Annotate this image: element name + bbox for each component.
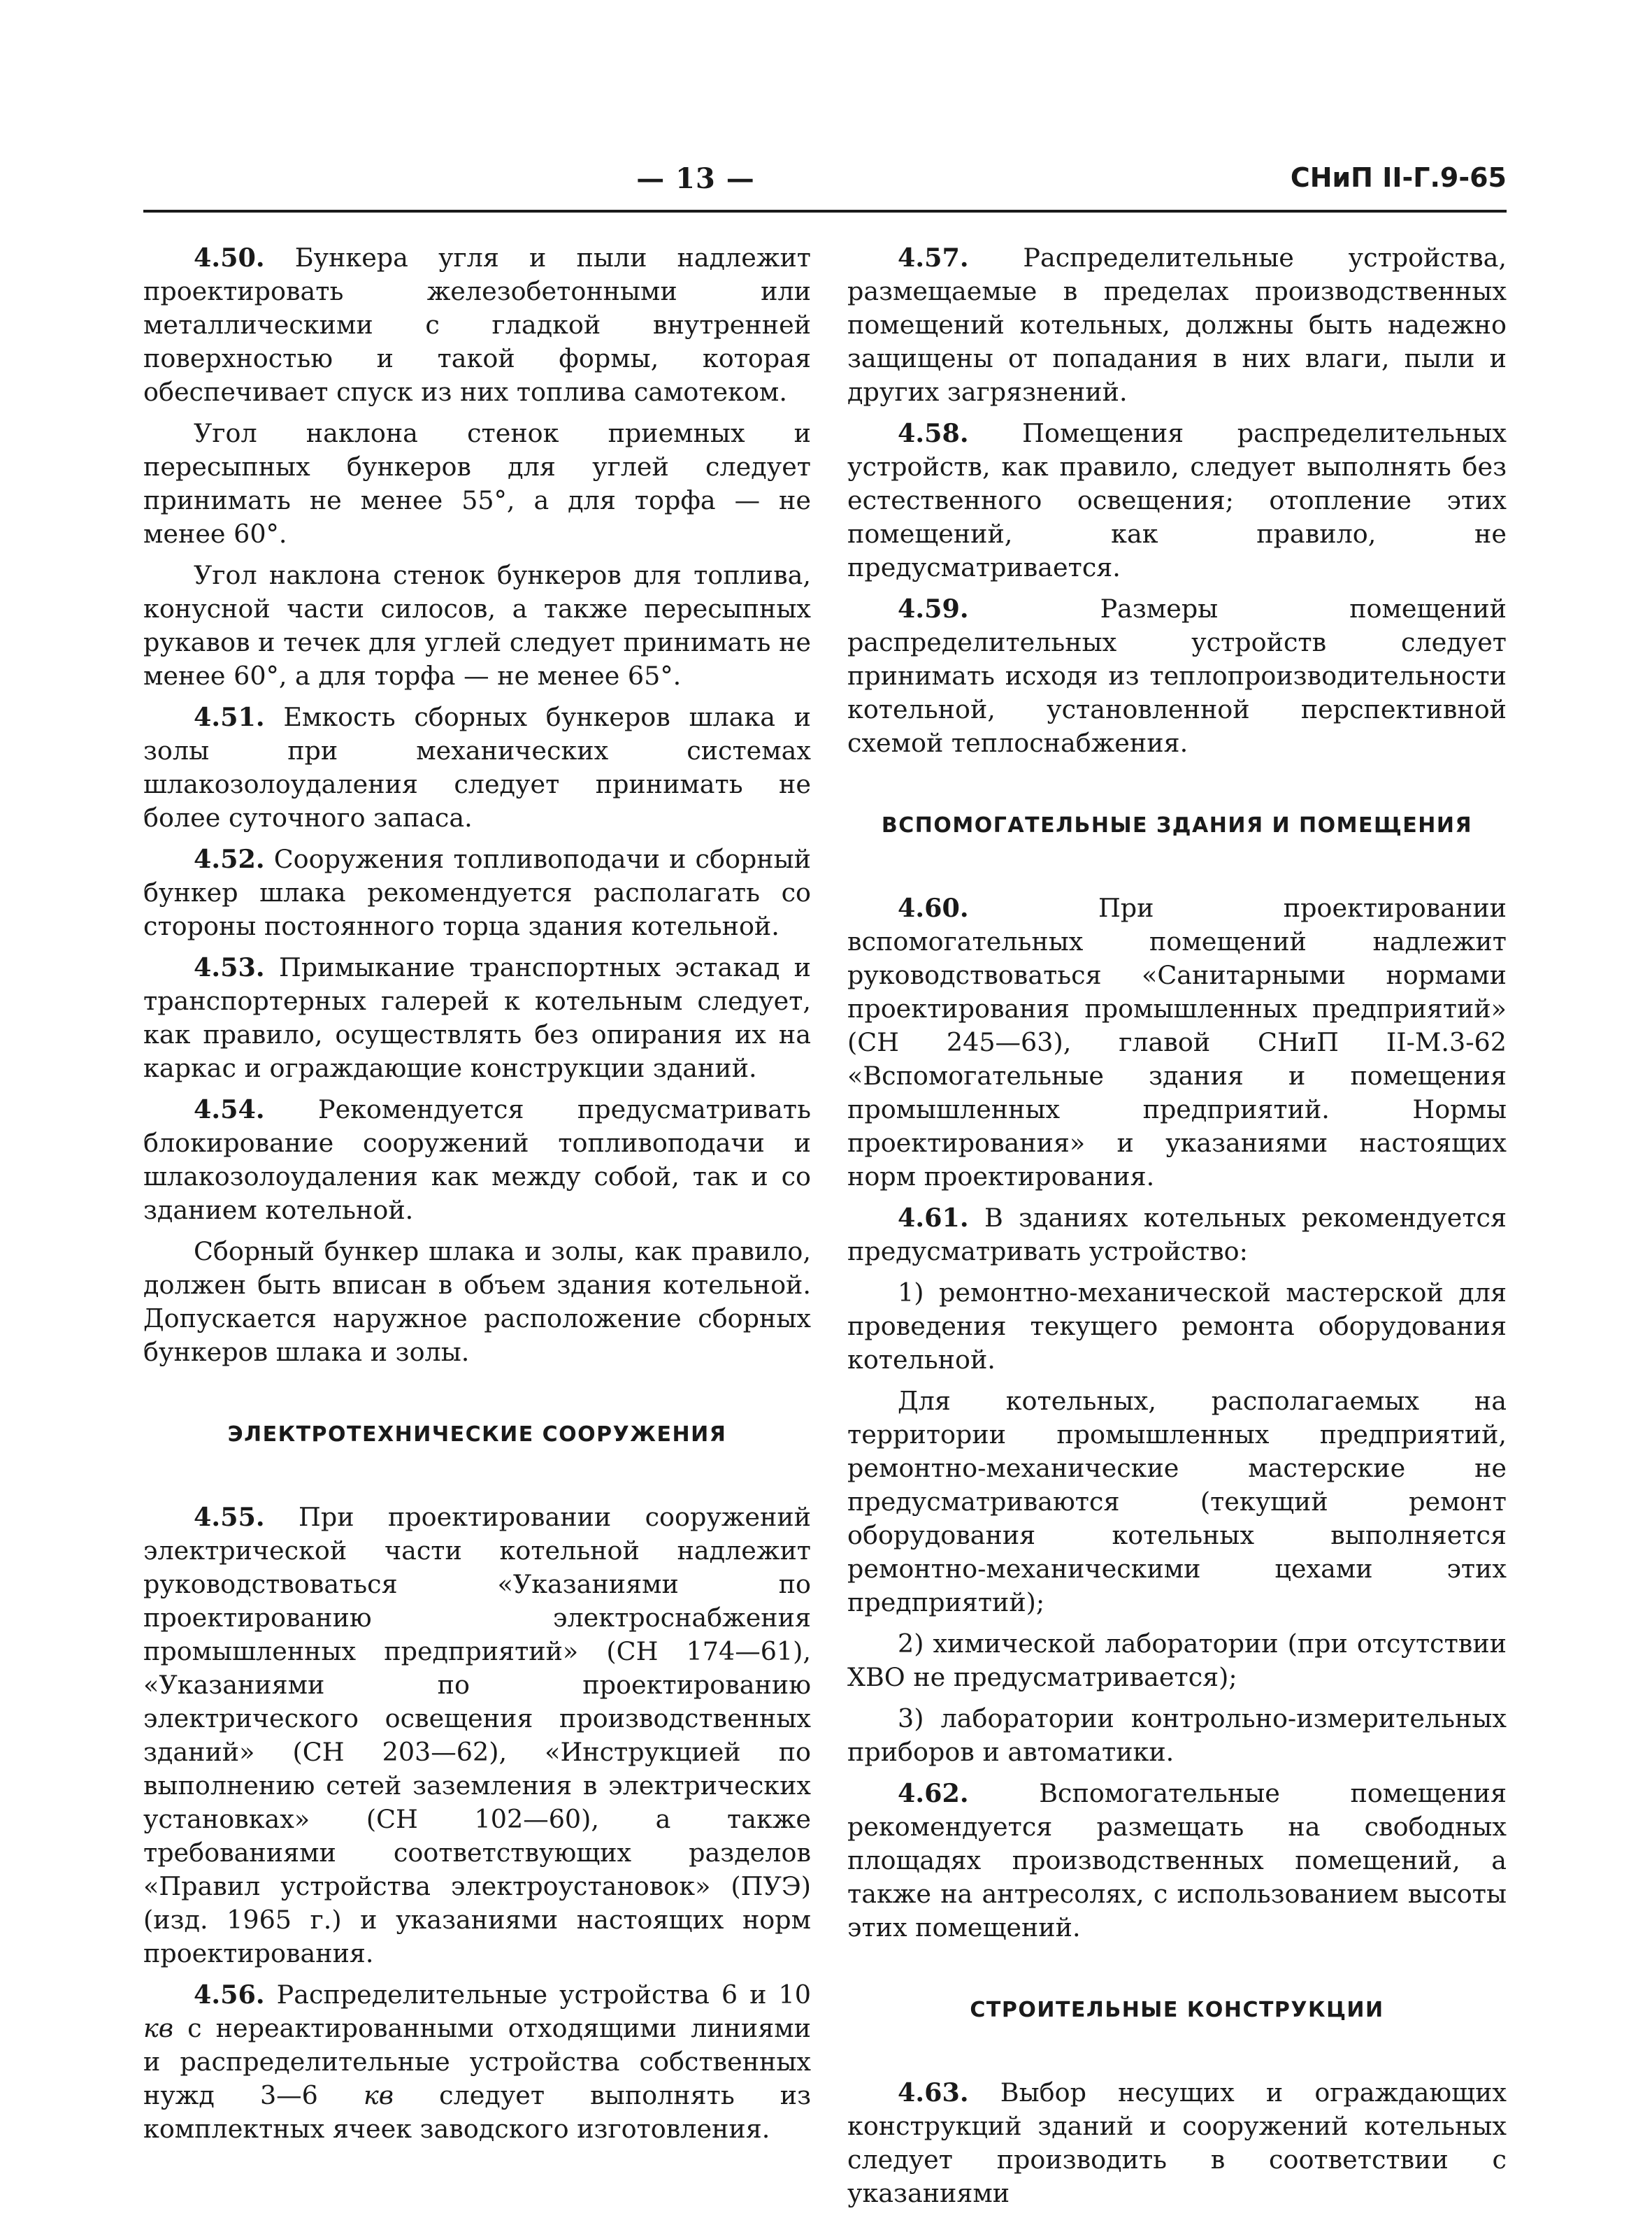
clause-4-52 bbox=[143, 843, 811, 943]
clause-text: При проектировании сооружений электрической части котельной надлежит руководствоваться «Указаниями по проектированию электроснабжения промышленных предприятий» (СН 174—61), «Указаниями по проектированию электрического освещения производственных зданий» (СН 203—62), «Инструкцией по выполнению сетей заземления в электрических установках» (СН 102—60), а также требованиями соответствующих разделов «Правил устройства электроустановок» (ПУЭ) (изд. 1965 г.) и указаниями настоящих норм проектирования. bbox=[143, 1502, 811, 1968]
clause-4-61 bbox=[847, 1201, 1507, 1268]
clause-text: Выбор несущих и ограждающих конструкций зданий и сооружений котельных следует производить в соответствии с указаниями bbox=[847, 2077, 1507, 2208]
paragraph: Сборный бункер шлака и золы, как правило, должен быть вписан в объем здания котельной. Допускается наружное расположение сборных бункеров шлака и золы. bbox=[143, 1236, 811, 1367]
clause-4-55 bbox=[143, 1501, 811, 1970]
clause-number: 4.58. bbox=[898, 418, 969, 448]
paragraph: Угол наклона стенок приемных и пересыпных бункеров для углей следует принимать не менее 55°, а для торфа — не менее 60°. bbox=[143, 418, 811, 549]
clause-4-50 bbox=[143, 241, 811, 409]
clause-text: Распределительные устройства, размещаемые в пределах производственных помещений котельных, должны быть надежно защищены от попадания в них влаги, пыли и других загрязнений. bbox=[847, 243, 1507, 407]
clause-text: с нереактированными отходящими линиями и распределительные устройства собственных нужд 3—6 bbox=[143, 2013, 811, 2110]
clause-text: Размеры помещений распределительных устройств следует принимать исходя из теплопроизводительности котельной, установленной перспективной схемой теплоснабжения. bbox=[847, 594, 1507, 758]
document-code: СНиП II-Г.9-65 bbox=[1290, 162, 1507, 193]
unit-kv: кв bbox=[363, 2080, 394, 2110]
page-number: — 13 — bbox=[636, 162, 755, 195]
clause-4-62 bbox=[847, 1777, 1507, 1945]
unit-kv: кв bbox=[143, 2013, 174, 2043]
clause-number: 4.59. bbox=[898, 594, 969, 624]
list-item: 1) ремонтно-механической мастерской для проведения текущего ремонта оборудования котельной. bbox=[847, 1278, 1507, 1375]
clause-text: Емкость сборных бункеров шлака и золы при механических системах шлакозолоудаления следует принимать не более суточного запаса. bbox=[143, 702, 811, 833]
header-rule bbox=[143, 210, 1507, 213]
clause-number: 4.61. bbox=[898, 1203, 969, 1233]
clause-number: 4.51. bbox=[194, 702, 265, 732]
clause-text: При проектировании вспомогательных помещений надлежит руководствоваться «Санитарными нормами проектирования промышленных предприятий» (СН 245—63), главой СНиП II-М.3-62 «Вспомогательные здания и помещения промышленных предприятий. Нормы проектирования» и указаниями настоящих норм проектирования. bbox=[847, 893, 1507, 1192]
clause-number: 4.52. bbox=[194, 844, 265, 874]
clause-number: 4.55. bbox=[194, 1502, 265, 1532]
clause-4-56 bbox=[143, 1978, 811, 2146]
clause-number: 4.63. bbox=[898, 2077, 969, 2108]
clause-number: 4.57. bbox=[898, 243, 969, 273]
paragraph: Угол наклона стенок бункеров для топлива, конусной части силосов, а также пересыпных рукавов и течек для углей следует принимать не менее 60°, а для торфа — не менее 65°. bbox=[143, 560, 811, 691]
clause-number: 4.56. bbox=[194, 1980, 265, 2010]
section-heading-electrical: ЭЛЕКТРОТЕХНИЧЕСКИЕ СООРУЖЕНИЯ bbox=[227, 1422, 727, 1447]
clause-text: Рекомендуется предусматривать блокирование сооружений топливоподачи и шлакозолоудаления как между собой, так и со зданием котельной. bbox=[143, 1094, 811, 1225]
clause-text: Вспомогательные помещения рекомендуется размещать на свободных площадях производственных помещений, а также на антресолях, с использованием высоты этих помещений. bbox=[847, 1778, 1507, 1942]
clause-4-51 bbox=[143, 701, 811, 835]
clause-4-59 bbox=[847, 592, 1507, 760]
left-column bbox=[143, 241, 811, 2154]
right-column bbox=[847, 241, 1507, 2218]
clause-4-58 bbox=[847, 417, 1507, 585]
clause-number: 4.53. bbox=[194, 952, 265, 982]
clause-number: 4.62. bbox=[898, 1778, 969, 1808]
clause-text: следует выполнять из комплектных ячеек заводского изготовления. bbox=[143, 2080, 812, 2144]
clause-4-63 bbox=[847, 2076, 1507, 2210]
list-item: 2) химической лаборатории (при отсутствии ХВО не предусматривается); bbox=[847, 1629, 1507, 1692]
clause-4-57 bbox=[847, 241, 1507, 409]
clause-4-54 bbox=[143, 1093, 811, 1227]
clause-text: Распределительные устройства 6 и 10 bbox=[276, 1980, 811, 2010]
clause-text: Сооружения топливоподачи и сборный бункер шлака рекомендуется располагать со стороны постоянного торца здания котельной. bbox=[143, 844, 811, 941]
clause-text: Примыкание транспортных эстакад и транспортерных галерей к котельным следует, как правило, осуществлять без опирания их на каркас и ограждающие конструкции зданий. bbox=[143, 952, 811, 1083]
clause-text: Помещения распределительных устройств, как правило, следует выполнять без естественного освещения; отопление этих помещений, как правило, не предусматривается. bbox=[847, 418, 1507, 582]
clause-text: В зданиях котельных рекомендуется предусматривать устройство: bbox=[847, 1203, 1507, 1266]
clause-4-53 bbox=[143, 951, 811, 1085]
clause-number: 4.60. bbox=[898, 893, 969, 923]
clause-4-60 bbox=[847, 892, 1507, 1194]
paragraph: Для котельных, располагаемых на территории промышленных предприятий, ремонтно-механические мастерские не предусматриваются (текущий ремонт оборудования котельных выполняется ремонтно-механическими цехами этих предприятий); bbox=[847, 1386, 1507, 1617]
clause-number: 4.54. bbox=[194, 1094, 265, 1124]
clause-text: Бункера угля и пыли надлежит проектировать железобетонными или металлическими с гладкой внутренней поверхностью и такой формы, которая обеспечивает спуск из них топлива самотеком. bbox=[143, 243, 811, 407]
clause-number: 4.50. bbox=[194, 243, 265, 273]
section-heading-construction: СТРОИТЕЛЬНЫЕ КОНСТРУКЦИИ bbox=[970, 1998, 1384, 2022]
section-heading-auxiliary: ВСПОМОГАТЕЛЬНЫЕ ЗДАНИЯ И ПОМЕЩЕНИЯ bbox=[881, 813, 1473, 838]
list-item: 3) лаборатории контрольно-измерительных приборов и автоматики. bbox=[847, 1703, 1507, 1767]
page-header bbox=[143, 162, 1507, 211]
